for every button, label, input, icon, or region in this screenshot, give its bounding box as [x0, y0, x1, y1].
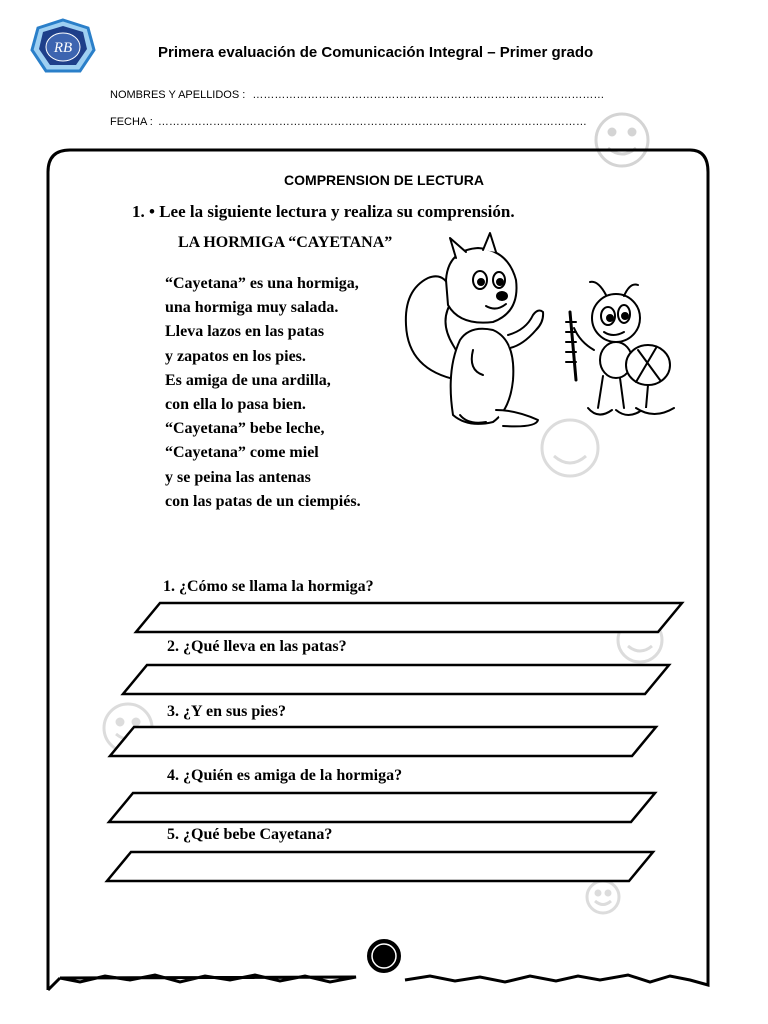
smiley-watermark-icon [596, 114, 648, 166]
story-poem [165, 272, 361, 514]
poem-line: “Cayetana” come miel [165, 444, 319, 462]
squirrel-and-ant-illustration [398, 230, 680, 435]
poem-line: y se peina las antenas [165, 468, 311, 486]
answer-input-2[interactable] [147, 668, 631, 692]
poem-line: Es amiga de una ardilla, [165, 371, 331, 389]
logo-monogram: RB [53, 40, 73, 56]
poem-line: con ella lo pasa bien. [165, 396, 306, 414]
answer-input-3[interactable] [134, 730, 618, 754]
section-title: COMPRENSION DE LECTURA [284, 172, 484, 188]
question-4: 4. ¿Quién es amiga de la hormiga? [167, 767, 403, 784]
poem-line: Lleva lazos en las patas [165, 323, 325, 341]
poem-line: “Cayetana” bebe leche, [165, 420, 325, 438]
date-label: FECHA : [110, 116, 153, 128]
answer-input-1[interactable] [160, 606, 644, 630]
poem-line: y zapatos en los pies. [165, 347, 306, 365]
question-5: 5. ¿Qué bebe Cayetana? [167, 826, 333, 843]
names-label: NOMBRES Y APELLIDOS : [110, 89, 246, 101]
answer-input-5[interactable] [131, 855, 615, 879]
date-dots: ……………………………………………………………………………………………………… [157, 116, 587, 128]
poem-line: con las patas de un ciempiés. [165, 492, 361, 510]
story-title: LA HORMIGA “CAYETANA” [178, 234, 393, 251]
question-3: 3. ¿Y en sus pies? [167, 703, 286, 720]
page-title: Primera evaluación de Comunicación Integral – Primer grado [158, 44, 594, 61]
poem-line: “Cayetana” es una hormiga, [165, 275, 359, 292]
question-1: 1. ¿Cómo se llama la hormiga? [163, 578, 374, 595]
names-dots: …………………………………………………………………………………… [252, 89, 605, 101]
answer-input-4[interactable] [133, 796, 617, 820]
poem-line: una hormiga muy salada. [165, 299, 339, 317]
smiley-watermark-icon [587, 881, 619, 913]
question-2: 2. ¿Qué lleva en las patas? [167, 638, 347, 655]
instruction-text: 1. • Lee la siguiente lectura y realiza su comprensión. [132, 202, 515, 221]
